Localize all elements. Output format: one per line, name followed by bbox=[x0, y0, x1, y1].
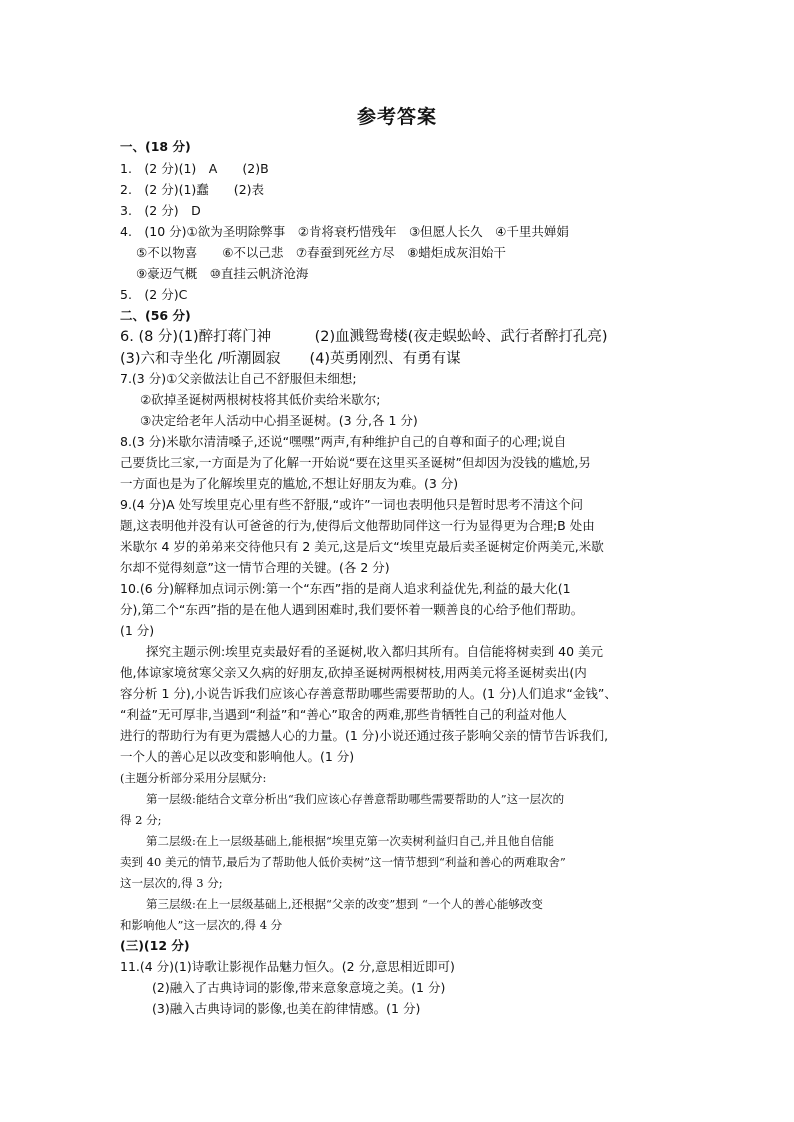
answer-11-line-1: 11.(4 分)(1)诗歌让影视作品魅力恒久。(2 分,意思相近即可) bbox=[120, 959, 455, 974]
answer-10-theme-line-4: “利益”无可厚非,当遇到“利益”和“善心”取舍的两难,那些肯牺牲自己的利益对他人 bbox=[120, 707, 567, 722]
answer-6-line-2: (3)六和寺坐化 /听潮圆寂 (4)英勇刚烈、有勇有谋 bbox=[120, 351, 461, 367]
section-2-heading: 二、(56 分) bbox=[120, 308, 191, 323]
answer-11-line-3: (3)融入古典诗词的影像,也美在韵律情感。(1 分) bbox=[152, 1001, 421, 1016]
answer-8-line-2: 己要货比三家,一方面是为了化解一开始说“要在这里买圣诞树”但却因为没钱的尴尬,另 bbox=[120, 455, 591, 470]
answer-1: 1. (2 分)(1) A (2)B bbox=[120, 161, 269, 176]
answer-6-line-1: 6. (8 分)(1)醉打蒋门神 (2)血溅鸳鸯楼(夜走蜈蚣岭、武行者醉打孔亮) bbox=[120, 329, 608, 345]
grading-level-2-line-1: 第二层级:在上一层级基础上,能根据“埃里克第一次卖树利益归自己,并且他自信能 bbox=[146, 834, 555, 848]
grading-level-1-line-2: 得 2 分; bbox=[120, 813, 162, 827]
answer-10-theme-line-5: 进行的帮助行为有更为震撼人心的力量。(1 分)小说还通过孩子影响父亲的情节告诉我们, bbox=[120, 728, 609, 743]
answer-5: 5. (2 分)C bbox=[120, 287, 188, 302]
answer-7-line-2: ②砍掉圣诞树两根树枝将其低价卖给米歇尔; bbox=[140, 392, 381, 407]
grading-level-3-line-2: 和影响他人”这一层次的,得 4 分 bbox=[120, 918, 283, 932]
answer-10-theme-line-1: 探究主题示例:埃里克卖最好看的圣诞树,收入都归其所有。自信能将树卖到 40 美元 bbox=[146, 644, 604, 659]
section-1-heading: 一、(18 分) bbox=[120, 139, 191, 154]
answer-9-line-4: 尔却不觉得刻意”这一情节合理的关键。(各 2 分) bbox=[120, 560, 390, 575]
answer-10-line-2: 分),第二个“东西”指的是在他人遇到困难时,我们要怀着一颗善良的心给予他们帮助。 bbox=[120, 602, 584, 617]
answer-2: 2. (2 分)(1)蠢 (2)表 bbox=[120, 182, 265, 197]
answer-4-line-2: ⑤不以物喜 ⑥不以己悲 ⑦春蚕到死丝方尽 ⑧蜡炬成灰泪始干 bbox=[136, 245, 506, 260]
answer-9-line-2: 题,这表明他并没有认可爸爸的行为,使得后文他帮助同伴这一行为显得更为合理;B 处由 bbox=[120, 518, 595, 533]
answer-10-theme-line-2: 他,体谅家境贫寒父亲又久病的好朋友,砍掉圣诞树两根树枝,用两美元将圣诞树卖出(内 bbox=[120, 665, 587, 680]
answer-9-line-3: 米歇尔 4 岁的弟弟来交待他只有 2 美元,这是后文“埃里克最后卖圣诞树定价两美元,米歇 bbox=[120, 539, 604, 554]
section-3-heading: (三)(12 分) bbox=[120, 938, 190, 953]
grading-level-1-line-1: 第一层级:能结合文章分析出“我们应该心存善意帮助哪些需要帮助的人”这一层次的 bbox=[146, 792, 565, 806]
answer-7-line-1: 7.(3 分)①父亲做法让自己不舒服但未细想; bbox=[120, 371, 357, 386]
answer-4-line-3: ⑨豪迈气概 ⑩直挂云帆济沧海 bbox=[136, 266, 309, 281]
answer-4-line-1: 4. (10 分)①欲为圣明除弊事 ②肯将衰朽惜残年 ③但愿人长久 ④千里共婵娟 bbox=[120, 224, 569, 239]
answer-11-line-2: (2)融入了古典诗词的影像,带来意象意境之美。(1 分) bbox=[152, 980, 446, 995]
answer-8-line-1: 8.(3 分)米歇尔清清嗓子,还说“嘿嘿”两声,有种维护自己的自尊和面子的心理;说自 bbox=[120, 434, 567, 449]
answer-10-theme-line-6: 一个人的善心足以改变和影响他人。(1 分) bbox=[120, 749, 355, 764]
grading-level-2-line-2: 卖到 40 美元的情节,最后为了帮助他人低价卖树”这一情节想到“利益和善心的两难取舍” bbox=[120, 855, 566, 869]
answer-8-line-3: 一方面也是为了化解埃里克的尴尬,不想让好朋友为难。(3 分) bbox=[120, 476, 459, 491]
grading-level-3-line-1: 第三层级:在上一层级基础上,还根据“父亲的改变”想到 “一个人的善心能够改变 bbox=[146, 897, 543, 911]
answer-10-line-3: (1 分) bbox=[120, 623, 155, 638]
answer-7-line-3: ③决定给老年人活动中心捐圣诞树。(3 分,各 1 分) bbox=[140, 413, 418, 428]
answer-10-line-1: 10.(6 分)解释加点词示例:第一个“东西”指的是商人追求利益优先,利益的最大化(1 bbox=[120, 581, 571, 596]
answer-10-theme-line-3: 容分析 1 分),小说告诉我们应该心存善意帮助哪些需要帮助的人。(1 分)人们追求“金钱”、 bbox=[120, 686, 617, 701]
grading-note-intro: (主题分析部分采用分层赋分: bbox=[120, 771, 267, 785]
page-title: 参考答案 bbox=[356, 106, 437, 128]
answer-9-line-1: 9.(4 分)A 处写埃里克心里有些不舒服,“或许”一词也表明他只是暂时思考不清这个问 bbox=[120, 497, 584, 512]
answer-3: 3. (2 分) D bbox=[120, 203, 201, 218]
grading-level-2-line-3: 这一层次的,得 3 分; bbox=[120, 876, 223, 890]
